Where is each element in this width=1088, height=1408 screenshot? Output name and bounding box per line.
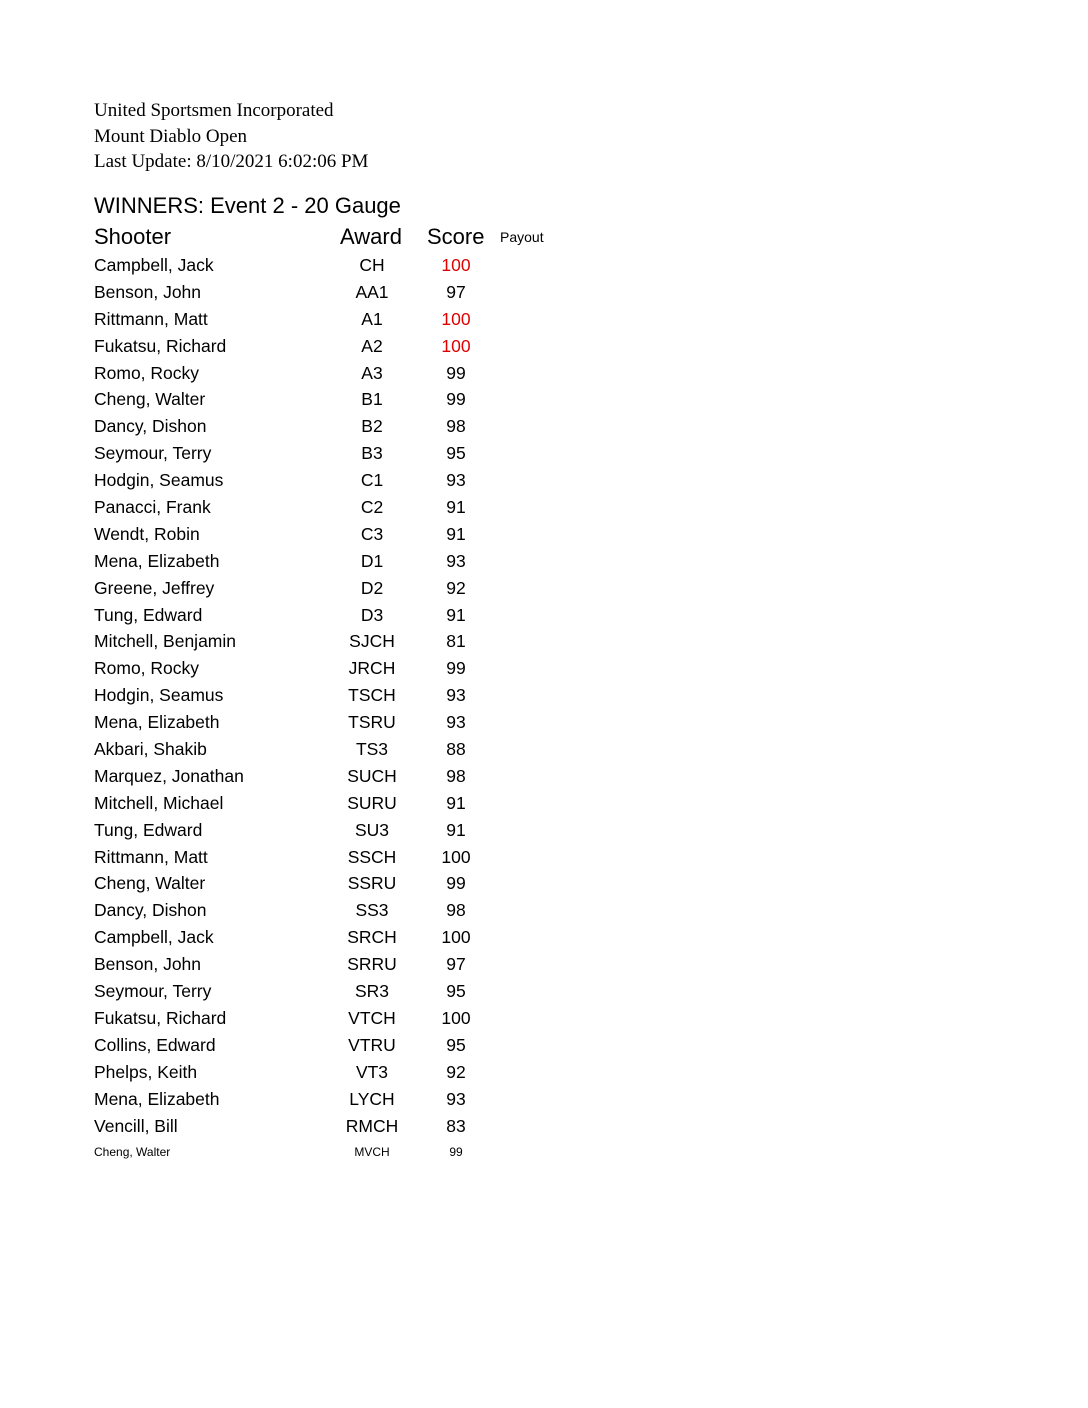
shooter-name: Mitchell, Michael: [94, 792, 224, 813]
award-code: C3: [360, 523, 384, 544]
award-code: SSRU: [347, 873, 397, 894]
award-code: A3: [361, 362, 383, 383]
score-value: 91: [446, 819, 466, 840]
table-row: [0, 521, 600, 548]
shooter-name: Wendt, Robin: [94, 523, 200, 544]
table-row: [0, 1113, 600, 1140]
table-row: [0, 413, 600, 440]
shooter-name: Benson, John: [94, 954, 202, 975]
score-value: 100: [441, 335, 471, 356]
shooter-name: Fukatsu, Richard: [94, 335, 227, 356]
score-value: 99: [446, 873, 466, 894]
award-code: CH: [359, 255, 385, 275]
document-header: [94, 98, 368, 175]
score-value: 98: [446, 765, 466, 786]
score-value: 91: [446, 523, 466, 544]
score-value: 95: [446, 1034, 466, 1055]
shooter-name: Rittmann, Matt: [94, 846, 208, 867]
column-header-award: Award: [340, 224, 402, 249]
table-row: [0, 1005, 600, 1032]
score-value: 95: [446, 981, 466, 1002]
column-header-shooter: Shooter: [94, 224, 172, 249]
shooter-name: Mena, Elizabeth: [94, 1088, 220, 1109]
table-row: [0, 817, 600, 844]
award-code: SRRU: [347, 954, 397, 975]
shooter-name: Tung, Edward: [94, 819, 203, 840]
shooter-name: Greene, Jeffrey: [94, 577, 215, 598]
shooter-name: Tung, Edward: [94, 604, 203, 625]
shooter-name: Mena, Elizabeth: [94, 712, 220, 733]
score-value: 100: [441, 255, 471, 275]
shooter-name: Cheng, Walter: [94, 1145, 171, 1160]
award-code: A2: [361, 335, 383, 356]
shooter-name: Hodgin, Seamus: [94, 685, 224, 706]
score-value: 97: [446, 954, 466, 975]
award-code: SRCH: [347, 927, 397, 948]
score-value: 81: [446, 631, 466, 652]
score-value: 95: [446, 443, 466, 464]
table-row: [0, 440, 600, 467]
shooter-name: Cheng, Walter: [94, 873, 206, 894]
shooter-name: Vencill, Bill: [94, 1115, 178, 1136]
table-row: [0, 844, 600, 871]
score-value: 93: [446, 470, 466, 491]
shooter-name: Rittmann, Matt: [94, 308, 208, 329]
shooter-name: Mena, Elizabeth: [94, 550, 220, 571]
shooter-name: Panacci, Frank: [94, 497, 211, 518]
table-row: [0, 333, 600, 360]
award-code: AA1: [355, 281, 389, 302]
shooter-name: Hodgin, Seamus: [94, 470, 224, 491]
winners-table: [0, 252, 600, 1166]
table-row: [0, 682, 600, 709]
shooter-name: Akbari, Shakib: [94, 739, 207, 760]
award-code: JRCH: [348, 658, 396, 679]
page-title: WINNERS: Event 2 - 20 Gauge: [94, 193, 401, 218]
score-value: 100: [441, 846, 471, 867]
last-update: Last Update: 8/10/2021 6:02:06 PM: [94, 151, 369, 172]
shooter-name: Fukatsu, Richard: [94, 1007, 227, 1028]
shooter-name: Romo, Rocky: [94, 658, 200, 679]
award-code: TSCH: [348, 685, 396, 706]
award-code: VT3: [355, 1061, 389, 1082]
score-value: 99: [446, 389, 466, 410]
shooter-name: Dancy, Dishon: [94, 416, 207, 437]
score-value: 98: [446, 900, 466, 921]
table-row: [0, 1059, 600, 1086]
award-code: A1: [361, 308, 383, 329]
award-code: C2: [360, 497, 384, 518]
table-row: [0, 494, 600, 521]
table-row: [0, 548, 600, 575]
award-code: SU3: [354, 819, 390, 840]
score-value: 92: [446, 577, 466, 598]
award-code: SR3: [354, 981, 390, 1002]
table-row: [0, 978, 600, 1005]
award-code: RMCH: [345, 1115, 399, 1136]
table-row: [0, 306, 600, 333]
table-row: [0, 709, 600, 736]
award-code: B1: [361, 389, 383, 410]
shooter-name: Cheng, Walter: [94, 389, 206, 410]
table-row: [0, 655, 600, 682]
score-value: 92: [446, 1061, 466, 1082]
award-code: SJCH: [349, 631, 395, 652]
shooter-name: Dancy, Dishon: [94, 900, 207, 921]
award-code: D3: [360, 604, 384, 625]
award-code: SURU: [347, 792, 397, 813]
score-value: 100: [441, 1007, 471, 1028]
shooter-name: Benson, John: [94, 281, 202, 302]
score-value: 100: [441, 927, 471, 948]
table-row: [0, 790, 600, 817]
table-row: [0, 897, 600, 924]
award-code: D2: [360, 577, 384, 598]
table-row: [0, 386, 600, 413]
table-row: [0, 1086, 600, 1113]
score-value: 97: [446, 281, 466, 302]
score-value: 100: [441, 308, 471, 329]
shooter-name: Collins, Edward: [94, 1034, 216, 1055]
award-code: C1: [360, 470, 384, 491]
table-row: [0, 736, 600, 763]
award-code: B3: [361, 443, 383, 464]
score-value: 93: [446, 550, 466, 571]
award-code: VTCH: [348, 1007, 396, 1028]
table-row: [0, 279, 600, 306]
table-row: [0, 467, 600, 494]
score-value: 99: [446, 658, 466, 679]
shooter-name: Seymour, Terry: [94, 443, 212, 464]
shooter-name: Campbell, Jack: [94, 927, 214, 948]
score-value: 99: [449, 1145, 463, 1160]
score-value: 88: [446, 739, 466, 760]
table-row: [0, 575, 600, 602]
award-code: TS3: [355, 739, 389, 760]
column-header-payout: Payout: [500, 229, 544, 245]
award-code: VTRU: [348, 1034, 396, 1055]
table-row: [0, 628, 600, 655]
column-header-score: Score: [427, 224, 485, 249]
table-row: [0, 924, 600, 951]
award-code: MVCH: [354, 1145, 390, 1160]
score-value: 98: [446, 416, 466, 437]
score-value: 93: [446, 685, 466, 706]
shooter-name: Mitchell, Benjamin: [94, 631, 236, 652]
score-value: 93: [446, 1088, 466, 1109]
score-value: 83: [446, 1115, 466, 1136]
table-row: [0, 951, 600, 978]
award-code: SS3: [355, 900, 389, 921]
shooter-name: Marquez, Jonathan: [94, 765, 244, 786]
org-name: United Sportsmen Incorporated: [94, 100, 334, 121]
score-value: 91: [446, 792, 466, 813]
shooter-name: Campbell, Jack: [94, 255, 214, 275]
table-row: [0, 870, 600, 897]
table-row: [0, 252, 600, 279]
award-code: TSRU: [348, 712, 396, 733]
shooter-name: Romo, Rocky: [94, 362, 200, 383]
table-row: [0, 602, 600, 629]
score-value: 99: [446, 362, 466, 383]
score-value: 91: [446, 604, 466, 625]
award-code: LYCH: [349, 1088, 395, 1109]
score-value: 93: [446, 712, 466, 733]
award-code: SSCH: [347, 846, 397, 867]
table-row: [0, 1139, 600, 1166]
award-code: B2: [361, 416, 383, 437]
event-name: Mount Diablo Open: [94, 125, 248, 147]
award-code: D1: [360, 550, 384, 571]
score-value: 91: [446, 497, 466, 518]
table-row: [0, 1032, 600, 1059]
table-row: [0, 763, 600, 790]
table-row: [0, 360, 600, 387]
shooter-name: Seymour, Terry: [94, 981, 212, 1002]
shooter-name: Phelps, Keith: [94, 1061, 198, 1082]
award-code: SUCH: [347, 765, 397, 786]
